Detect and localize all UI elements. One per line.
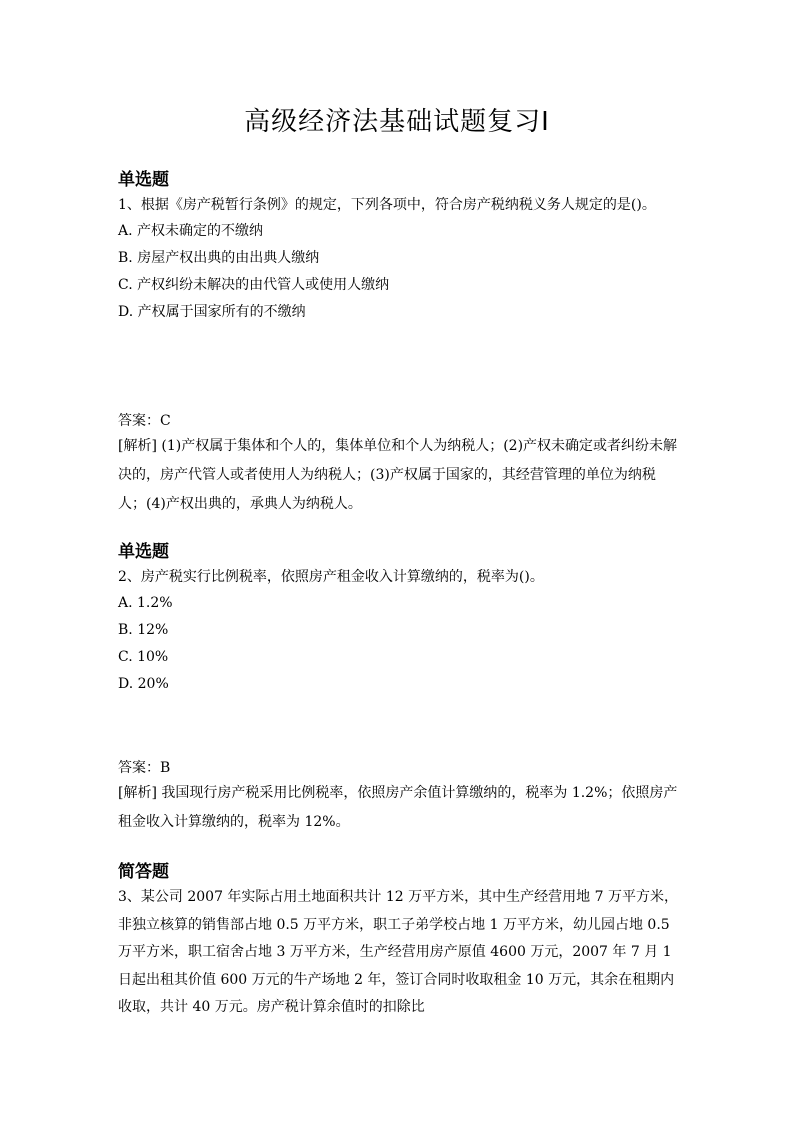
answer-line: 答案：B xyxy=(118,760,171,776)
option-c: C. 10% xyxy=(118,649,169,665)
question-text: 2、房产税实行比例税率，依照房产租金收入计算缴纳的，税率为()。 xyxy=(118,569,544,585)
question-text: 1、根据《房产税暂行条例》的规定，下列各项中，符合房产税纳税义务人规定的是()。 xyxy=(118,197,656,213)
option-a: A. 产权未确定的不缴纳 xyxy=(118,223,264,239)
option-a: A. 1.2% xyxy=(118,595,173,611)
answer-line: 答案：C xyxy=(118,413,171,429)
question-type-label: 单选题 xyxy=(118,170,169,190)
options-list xyxy=(118,218,678,326)
question-2 xyxy=(118,540,678,698)
answer-block-2 xyxy=(118,757,678,837)
option-b: B. 房屋产权出典的由出典人缴纳 xyxy=(118,250,320,266)
question-1 xyxy=(118,168,678,326)
explanation-text: [解析] (1)产权属于集体和个人的，集体单位和个人为纳税人；(2)产权未确定或者纠纷未解决的，房产代管人或者使用人为纳税人；(3)产权属于国家的，其经营管理的单位为纳税人；(4)产权出典的，承典人为纳税人。 xyxy=(118,438,678,512)
question-type-label: 单选题 xyxy=(118,542,169,562)
question-type-label: 简答题 xyxy=(118,862,169,882)
option-d: D. 产权属于国家所有的不缴纳 xyxy=(118,304,306,320)
option-c: C. 产权纠纷未解决的由代管人或使用人缴纳 xyxy=(118,277,390,293)
page-title: 高级经济法基础试题复习Ⅰ xyxy=(244,107,550,137)
options-list xyxy=(118,590,678,698)
question-3 xyxy=(118,860,678,1022)
explanation-text: [解析] 我国现行房产税采用比例税率，依照房产余值计算缴纳的，税率为 1.2%；依照房产租金收入计算缴纳的，税率为 12%。 xyxy=(118,785,678,830)
answer-block-1 xyxy=(118,410,678,519)
question-text: 3、某公司 2007 年实际占用土地面积共计 12 万平方米，其中生产经营用地 7 万平方米，非独立核算的销售部占地 0.5 万平方米，职工子弟学校占地 1 万平方米，幼儿园占地 0.5 万平方米，职工宿舍占地 3 万平方米，生产经营用房产原值 4600 万元，2007 年 7 月 1 日起出租其价值 600 万元的牛产场地 2 年，签订合同时收取租金 10 万元，其余在租期内收取，共计 40 万元。房产税计算余值时的扣除比 xyxy=(118,889,678,1015)
option-d: D. 20% xyxy=(118,676,169,692)
option-b: B. 12% xyxy=(118,622,169,638)
